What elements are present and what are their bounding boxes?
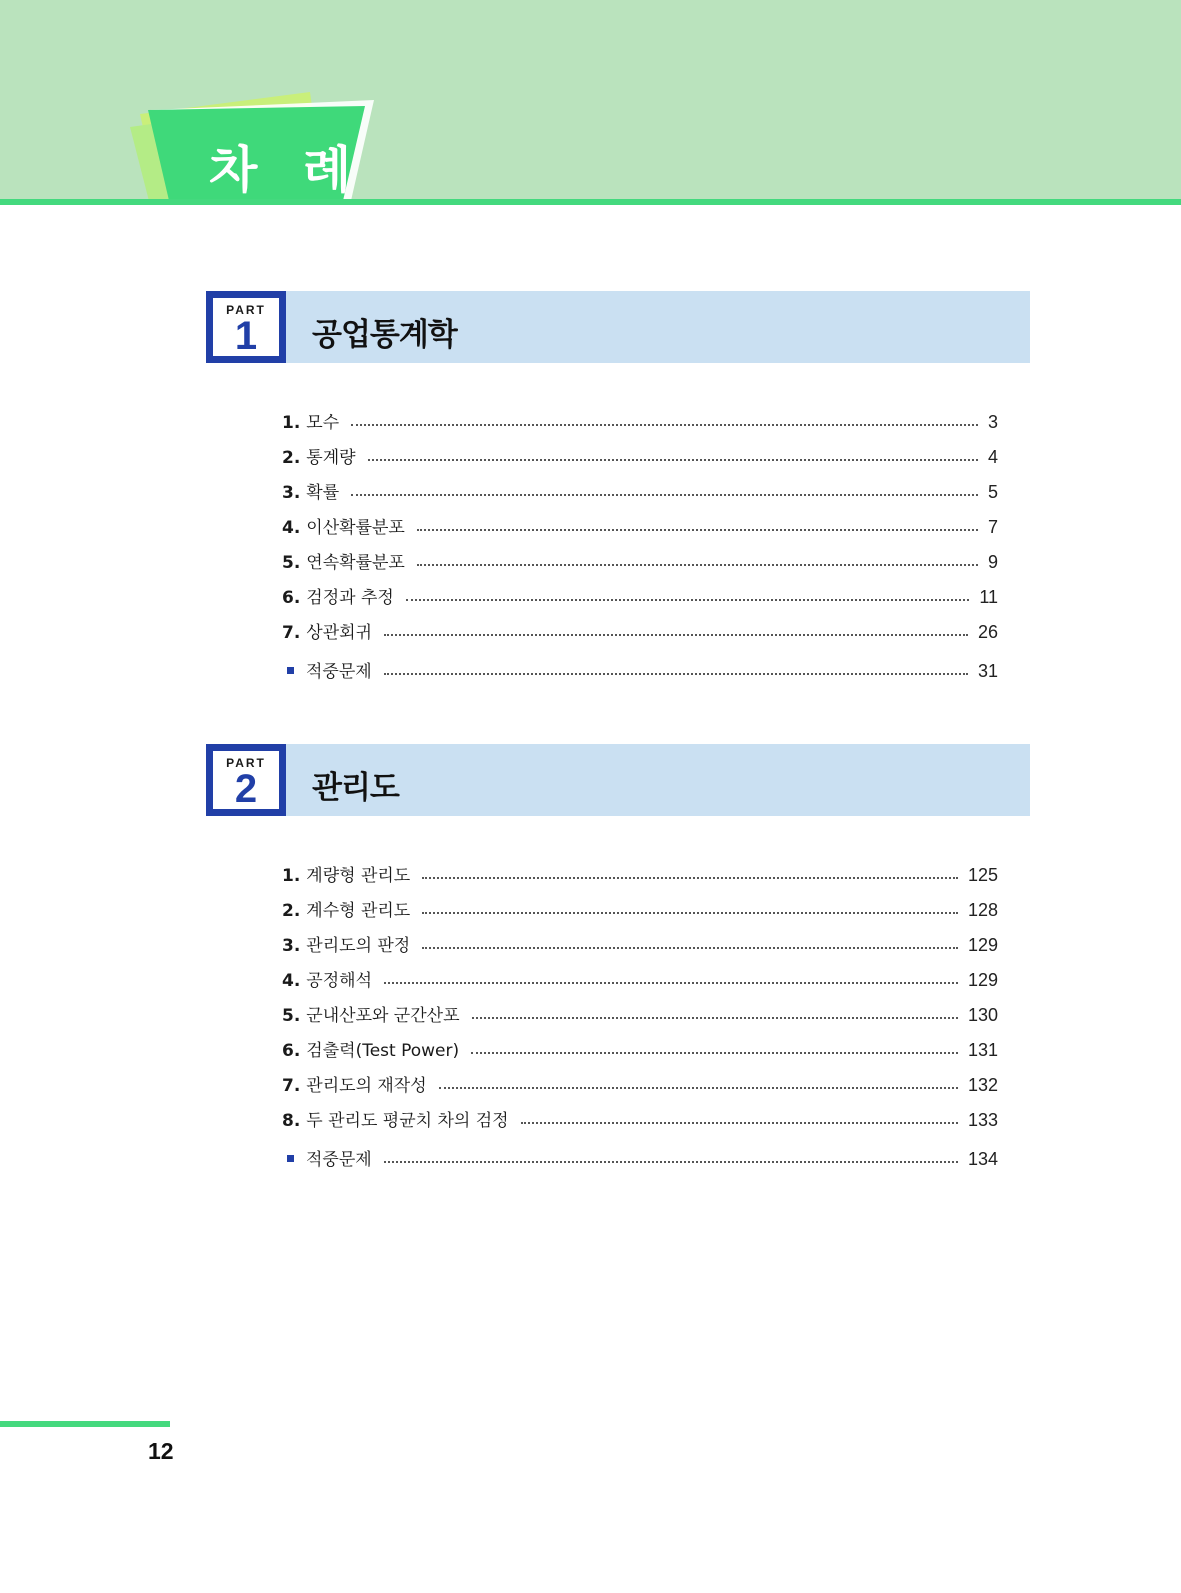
toc-entry-page: 11 — [979, 587, 998, 607]
dot-leader — [422, 947, 958, 949]
toc-entry-title: 군내산포와 군간산포 — [306, 1006, 460, 1026]
dot-leader — [521, 1122, 958, 1124]
toc-entry-number: 4. — [282, 971, 301, 991]
toc-entry[interactable] — [282, 886, 998, 921]
toc-entry-title: 공정해석 — [306, 971, 372, 991]
toc-entry[interactable] — [282, 538, 998, 573]
toc-entry-page: 125 — [967, 865, 998, 885]
toc-entry-title: 계수형 관리도 — [306, 901, 411, 921]
toc-entry[interactable] — [282, 851, 998, 886]
toc-entry-number: 7. — [282, 1076, 301, 1096]
toc-entry-title: 적중문제 — [306, 1150, 372, 1170]
toc-entry[interactable] — [282, 921, 998, 956]
toc-entry-page: 129 — [967, 935, 998, 955]
toc-entry-page: 134 — [967, 1149, 998, 1169]
toc-entry-title: 통계량 — [306, 448, 356, 468]
square-bullet-icon — [287, 1155, 294, 1162]
part-1-toc — [282, 398, 998, 682]
toc-entry-number: 1. — [282, 866, 301, 886]
dot-leader — [384, 982, 958, 984]
toc-entry-title: 검출력(Test Power) — [306, 1041, 460, 1061]
toc-entry-title: 두 관리도 평균치 차의 검정 — [306, 1111, 509, 1131]
dot-leader — [351, 494, 978, 496]
toc-entry-number: 3. — [282, 936, 301, 956]
toc-entry-number: 2. — [282, 448, 301, 468]
footer-accent-line — [0, 1421, 170, 1427]
toc-entry-number: 7. — [282, 623, 301, 643]
toc-entry-page: 3 — [987, 412, 998, 432]
toc-entry-number: 8. — [282, 1111, 301, 1131]
part-1-badge — [206, 291, 286, 363]
toc-entry-page: 26 — [977, 622, 998, 642]
toc-entry-number: 5. — [282, 1006, 301, 1026]
dot-leader — [384, 634, 968, 636]
toc-entry[interactable] — [282, 1061, 998, 1096]
dot-leader — [368, 459, 978, 461]
part-1-title: 공업통계학 — [312, 317, 457, 353]
toc-entry-number: 6. — [282, 1041, 301, 1061]
toc-entry-title: 관리도의 재작성 — [306, 1076, 427, 1096]
toc-entry[interactable] — [282, 433, 998, 468]
dot-leader — [439, 1087, 958, 1089]
toc-entry-page: 131 — [967, 1040, 998, 1060]
dot-leader — [384, 673, 968, 675]
toc-entry[interactable] — [282, 1096, 998, 1131]
toc-entry[interactable] — [282, 608, 998, 643]
dot-leader — [422, 912, 958, 914]
toc-entry-title: 적중문제 — [306, 662, 372, 682]
dot-leader — [351, 424, 978, 426]
part-2-label: PART — [226, 756, 266, 770]
toc-entry-number: 5. — [282, 553, 301, 573]
part-1-label: PART — [226, 303, 266, 317]
dot-leader — [472, 1017, 958, 1019]
part-1-banner — [206, 291, 1030, 363]
toc-entry[interactable] — [282, 956, 998, 991]
header-divider — [0, 199, 1181, 205]
toc-entry-title: 확률 — [306, 483, 340, 503]
dot-leader — [417, 529, 978, 531]
toc-entry-page: 129 — [967, 970, 998, 990]
toc-entry[interactable] — [282, 573, 998, 608]
page-number: 12 — [148, 1438, 174, 1464]
toc-entry-number: 4. — [282, 518, 301, 538]
toc-entry-title: 계량형 관리도 — [306, 866, 411, 886]
part-2-banner — [206, 744, 1030, 816]
toc-entry-page: 4 — [987, 447, 998, 467]
part-2-number: 2 — [234, 767, 258, 811]
toc-entry-title: 검정과 추정 — [306, 588, 394, 608]
dot-leader — [471, 1052, 958, 1054]
toc-entry-title: 이산확률분포 — [306, 518, 405, 538]
toc-entry-page: 9 — [987, 552, 998, 572]
toc-entry-page: 128 — [967, 900, 998, 920]
toc-entry-page: 31 — [977, 661, 998, 681]
toc-entry-number: 6. — [282, 588, 301, 608]
toc-entry-title: 관리도의 판정 — [306, 936, 411, 956]
part-2-badge — [206, 744, 286, 816]
toc-entry-number: 3. — [282, 483, 301, 503]
dot-leader — [406, 599, 970, 601]
toc-entry[interactable] — [282, 468, 998, 503]
toc-entry-exercises[interactable] — [282, 647, 998, 682]
toc-entry-page: 7 — [987, 517, 998, 537]
toc-entry-page: 130 — [967, 1005, 998, 1025]
toc-entry-title: 상관회귀 — [306, 623, 372, 643]
dot-leader — [422, 877, 958, 879]
dot-leader — [417, 564, 978, 566]
part-2-title: 관리도 — [312, 770, 399, 806]
toc-entry-page: 133 — [967, 1110, 998, 1130]
toc-entry-number: 1. — [282, 413, 301, 433]
dot-leader — [384, 1161, 958, 1163]
toc-entry-title: 연속확률분포 — [306, 553, 405, 573]
toc-entry-page: 132 — [967, 1075, 998, 1095]
toc-entry-exercises[interactable] — [282, 1135, 998, 1170]
toc-entry-title: 모수 — [306, 413, 340, 433]
toc-entry[interactable] — [282, 991, 998, 1026]
toc-entry[interactable] — [282, 1026, 998, 1061]
toc-entry[interactable] — [282, 398, 998, 433]
part-1-number: 1 — [234, 314, 258, 358]
square-bullet-icon — [287, 667, 294, 674]
toc-entry-number: 2. — [282, 901, 301, 921]
part-2-toc — [282, 851, 998, 1170]
toc-entry[interactable] — [282, 503, 998, 538]
page-title: 차 례 — [209, 141, 366, 199]
toc-entry-page: 5 — [987, 482, 998, 502]
